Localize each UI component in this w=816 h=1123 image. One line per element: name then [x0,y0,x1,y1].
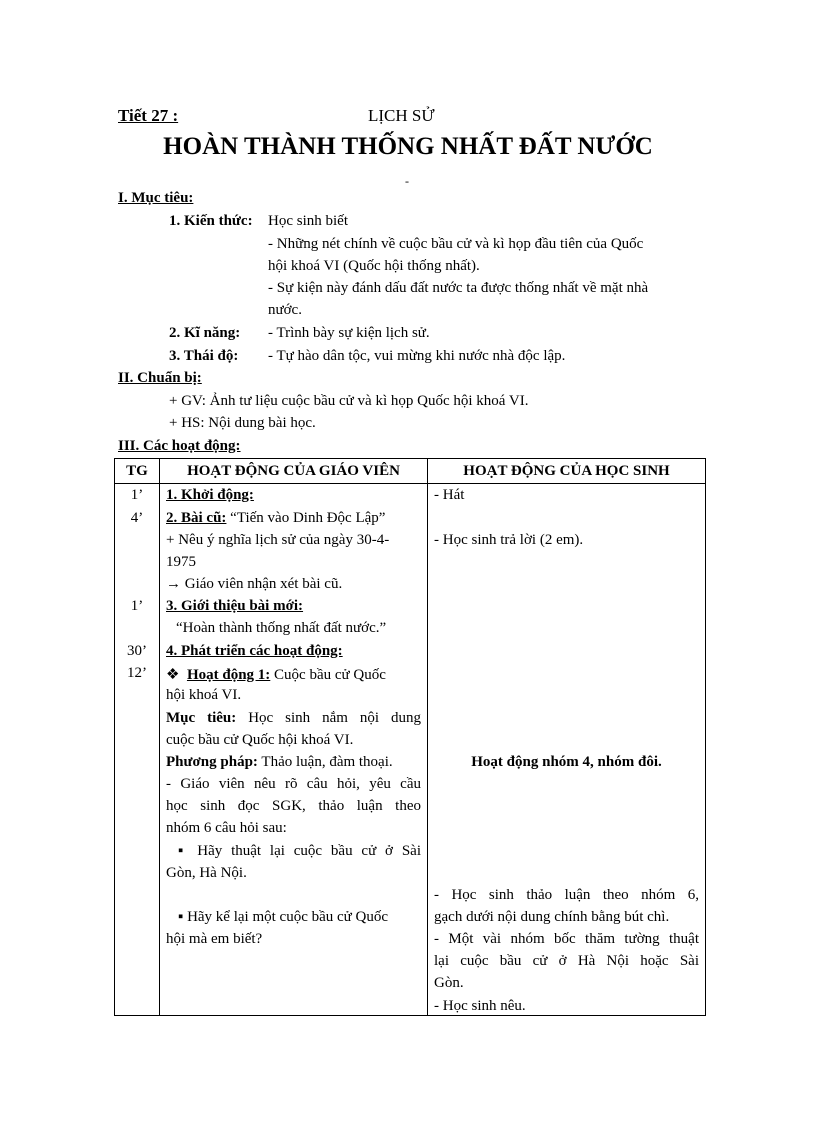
student-discussion-1: - Học sinh thảo luận theo nhóm 6, [434,887,699,903]
attitude-label: 3. Thái độ: [169,348,239,364]
tg-cell [115,484,160,1016]
tg-item: 12’ [127,665,147,681]
old-lesson-question-2: 1975 [166,554,196,570]
activities-table [114,458,706,1016]
question-2b: hội mà em biết? [166,931,263,947]
activity-1-heading-cont: hội khoá VI. [166,687,242,703]
table-row [115,484,706,1016]
tg-item: 1’ [130,598,144,614]
lesson-title: HOÀN THÀNH THỐNG NHẤT ĐẤT NƯỚC [163,133,653,160]
knowledge-intro: Học sinh biết [268,213,348,229]
header-student: HOẠT ĐỘNG CỦA HỌC SINH [428,459,706,484]
subject-heading: LỊCH SỬ [368,106,435,125]
student-answer: - Học sinh trả lời (2 em). [434,532,584,548]
question-2a: ▪ Hãy kể lại một cuộc bầu cử Quốc [178,909,389,925]
step-warmup: 1. Khởi động: [166,487,254,503]
attitude-text: - Tự hào dân tộc, vui mừng khi nước nhà độc lập. [268,348,566,364]
old-lesson-question-1: + Nêu ý nghĩa lịch sử của ngày 30-4- [166,532,390,548]
activities-heading: III. Các hoạt động: [118,438,241,454]
student-discussion-3: - Một vài nhóm bốc thăm tường thuật [434,931,699,947]
step-new-lesson: 3. Giới thiệu bài mới: [166,598,304,614]
student-cell [428,484,706,1016]
new-lesson-title: “Hoàn thành thống nhất đất nước.” [176,620,387,636]
student-discussion-4: lại cuộc bầu cử ở Hà Nội hoặc Sài [434,953,699,969]
diamond-bullet-icon: ❖ [166,667,180,683]
teacher-instruction-3: nhóm 6 câu hỏi sau: [166,820,287,836]
preparation-heading: II. Chuẩn bị: [118,370,202,386]
student-sing: - Hát [434,487,465,503]
tg-item: 30’ [127,643,147,659]
student-discussion-6: - Học sinh nêu. [434,998,526,1014]
teacher-cell [160,484,428,1016]
group-activity: Hoạt động nhóm 4, nhóm đôi. [471,754,662,770]
knowledge-point-1b: hội khoá VI (Quốc hội thống nhất). [268,258,480,274]
skill-label: 2. Kĩ năng: [169,325,241,341]
preparation-gv: + GV: Ảnh tư liệu cuộc bầu cử và kì họp Quốc hội khoá VI. [169,393,529,409]
student-discussion-2: gạch dưới nội dung chính bằng bút chì. [434,909,670,925]
knowledge-point-2a: - Sự kiện này đánh dấu đất nước ta được thống nhất về mặt nhà [268,280,649,296]
header-teacher: HOẠT ĐỘNG CỦA GIÁO VIÊN [160,459,428,484]
teacher-instruction-2: học sinh đọc SGK, thảo luận theo [166,798,421,814]
method-line: Phương pháp: Thảo luận, đàm thoại. [166,754,393,770]
teacher-instruction-1: - Giáo viên nêu rõ câu hỏi, yêu cầu [166,776,421,792]
header-tg: TG [115,459,160,484]
tg-item: 4’ [130,510,144,526]
tg-item: 1’ [130,487,144,503]
table-header-row [115,459,706,484]
old-lesson-note: → Giáo viên nhận xét bài cũ. [166,576,343,592]
title-dash: - [405,174,409,188]
objectives-heading: I. Mục tiêu: [118,190,194,206]
student-discussion-5: Gòn. [434,975,464,991]
objective-line-cont: cuộc bầu cử Quốc hội khoá VI. [166,732,354,748]
skill-text: - Trình bày sự kiện lịch sử. [268,325,430,341]
knowledge-point-2b: nước. [268,302,302,318]
step-old-lesson: 2. Bài cũ: “Tiến vào Dinh Độc Lập” [166,510,386,526]
step-activities: 4. Phát triển các hoạt động: [166,643,343,659]
question-1b: Gòn, Hà Nội. [166,865,247,881]
preparation-hs: + HS: Nội dung bài học. [169,415,316,431]
knowledge-point-1a: - Những nét chính về cuộc bầu cử và kì họp đầu tiên của Quốc [268,236,644,252]
knowledge-label: 1. Kiến thức: [169,213,253,229]
activity-1-heading: ❖ Hoạt động 1: Cuộc bầu cử Quốc [166,667,386,683]
question-1a: ▪ Hãy thuật lại cuộc bầu cử ở Sài [178,843,421,859]
objective-line: Mục tiêu: Học sinh nắm nội dung [166,710,421,726]
lesson-number: Tiết 27 : [118,106,179,125]
